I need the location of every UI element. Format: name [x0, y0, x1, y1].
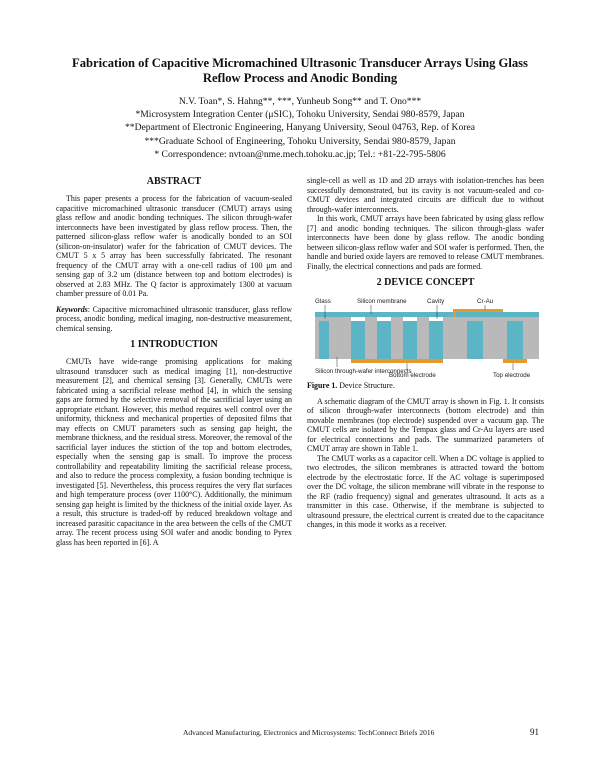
interconnect-pillar — [507, 321, 523, 359]
left-column — [56, 176, 292, 547]
cavity-2 — [377, 317, 391, 321]
label-cavity: Cavity — [427, 298, 445, 305]
correspondence: * Correspondence: nvtoan@nme.mech.tohoku.ac.jp; Tel.: +81-22-795-5806 — [154, 148, 446, 160]
label-bottom-electrode: Bottom electrode — [389, 372, 436, 379]
cavity-1 — [351, 317, 365, 321]
label-top-electrode: Top electrode — [493, 372, 531, 379]
paper-title — [40, 56, 560, 86]
figure-caption-label: Figure 1. — [307, 381, 338, 390]
figure-caption — [307, 381, 544, 391]
title-line-1: Fabrication of Capacitive Micromachined Ultrasonic Transducer Arrays Using Glass — [72, 56, 528, 70]
operation-paragraph: The CMUT works as a capacitor cell. When a DC voltage is applied to two electrodes, the silicon membranes is attracted toward the bottom electrode by the electrostatic force. If the AC voltage is superimposed over the DC voltage, the silicon membrane will vibrate in the response to the RF (radio frequency) signal and generates ultrasound. It acts as a transmitter in this case. Otherwise, if the membrane is subjected to ultrasound pressure, the electrical current is created due to the capacitance changes, in this mode it works as a receiver. — [307, 453, 544, 529]
intro-continued: single-cell as well as 1D and 2D arrays with isolation-trenches has been successfully demonstrated, but its cavity is not vacuum-sealed and co-CMUT devices and integrated circuits are difficult due to without through-wafer interconnects. — [307, 176, 544, 214]
introduction-heading: 1 INTRODUCTION — [130, 339, 218, 350]
device-structure-diagram — [307, 295, 544, 381]
cavity-4 — [429, 317, 443, 321]
this-work-paragraph: In this work, CMUT arrays have been fabricated by using glass reflow [7] and anodic bonding techniques. The silicon through-glass wafer interconnects have been done by glass reflow. The anodic bonding between silicon-glass reflow wafer and SOI wafer is performed. Then, the handle and buried oxide layers are removed to release CMUT membranes. Finally, the electrical connections and pads are formed. — [307, 214, 544, 271]
schematic-paragraph: A schematic diagram of the CMUT array is shown in Fig. 1. It consists of silicon through-wafer interconnects (bottom electrode) and thin movable membranes (top electrode) suspended over a vacuum gap. The CMUT cells are isolated by the Tempax glass and Cr-Au layers are used for electrical connections and pads. The summarized parameters of CMUT array are shown in Table 1. — [307, 396, 544, 453]
interconnect-pillar — [351, 321, 365, 359]
abstract-text: This paper presents a process for the fabrication of vacuum-sealed capacitive micromachined ultrasonic transducer (CMUT) arrays using glass reflow and anodic bonding techniques. The silicon through-wafer interconnects have been investigated by glass reflow process. Then, the patterned silicon-glass reflow wafer is anodically bonded to an SOI (silicon-on-insulator) wafer for the fabrication of CMUT devices. The CMUT 5 x 5 array has been successfully fabricated. The resonant frequency of the CMUT array with a one-cell radius of 100 μm and sensing gap of 3.2 um (distance between top and bottom electrodes) is observed at 2.83 MHz. The Q factor is approximately 1300 at vacuum chamber pressure of 0.01 Pa. — [56, 194, 292, 298]
interconnect-pillar — [403, 321, 417, 359]
page-number: 91 — [530, 727, 539, 737]
right-column — [307, 176, 544, 530]
label-interconnect: Silicon through-wafer interconnects — [315, 368, 412, 375]
cr-au-step — [453, 309, 456, 317]
interconnect-pillar — [377, 321, 391, 359]
affiliation-1: *Microsystem Integration Center (μSIC), Tohoku University, Sendai 980-8579, Japan — [135, 109, 465, 121]
cr-au-top-electrode-pad — [503, 359, 527, 363]
cr-au-bottom-electrode — [351, 359, 443, 363]
label-crau: Cr-Au — [477, 298, 494, 305]
interconnect-pillar — [429, 321, 443, 359]
affiliation-3: ***Graduate School of Engineering, Tohoku University, Sendai 980-8579, Japan — [144, 135, 456, 147]
keywords — [56, 305, 292, 334]
affiliation-2: **Department of Electronic Engineering, Hanyang University, Seoul 04763, Rep. of Korea — [125, 122, 475, 134]
device-structure-figure — [307, 295, 544, 381]
author-block — [40, 95, 560, 161]
figure-caption-text: Device Structure. — [337, 381, 395, 390]
cavity-3 — [403, 317, 417, 321]
interconnect-pillar — [319, 321, 329, 359]
cr-au-top-pad — [453, 309, 503, 312]
title-line-2: Reflow Process and Anodic Bonding — [202, 71, 398, 85]
label-membrane: Silicon membrane — [357, 298, 407, 305]
device-concept-heading: 2 DEVICE CONCEPT — [376, 277, 475, 288]
author-list: N.V. Toan*, S. Hahng**, ***, Yunheub Song** and T. Ono*** — [178, 96, 422, 107]
interconnect-pillar — [467, 321, 483, 359]
introduction-text: CMUTs have wide-range promising applications for making ultrasound transducer such as medical imaging [1], non-destructive measurement [2], and chemical sensing [3]. Generally, CMUTs were fabricated using a sacrificial release method [4], in which the sensing gaps are formed by the selective removal of the sacrificial layer using an appropriate etchant. However, this method requires well control over the uniformity, thickness and mechanical properties of deposited films that may effects on CMUT parameters such as sensing gap height, the membrane thickness, and the residual stress. Moreover, the removal of the sacrificial layer induces the stiction of the top and bottom electrodes, especially when the sensing gap is small. To improve the process controllability and repeatability limiting the sacrificial release process, and also to reduce the process complexity, a fusion bonding technique is investigated [5]. Nevertheless, this process requires the very flat surfaces and high temperature process (over 1100°C). Additionally, the minimum sensing gap height is limited by the thickness of the initial oxide layer. As a result, this structure is traded-off by reduced breakdown voltage and increased parasitic capacitance in the area between the cells of the CMUT array. The recent process using SOI wafer and anodic bonding to Pyrex glass has been reported in [6]. A — [56, 357, 292, 547]
keywords-label: Keywords — [56, 304, 88, 314]
abstract-heading: ABSTRACT — [146, 176, 202, 187]
label-glass: Glass — [315, 298, 331, 305]
footer-text: Advanced Manufacturing, Electronics and Microsystems: TechConnect Briefs 2016 — [183, 728, 435, 737]
silicon-membrane-layer — [315, 312, 539, 317]
keywords-text: : Capacitive micromachined ultrasonic transducer, glass reflow process, anodic bonding, medical imaging, non-destructive measurement, chemical sensing. — [56, 304, 292, 333]
glass-layer — [315, 317, 539, 359]
